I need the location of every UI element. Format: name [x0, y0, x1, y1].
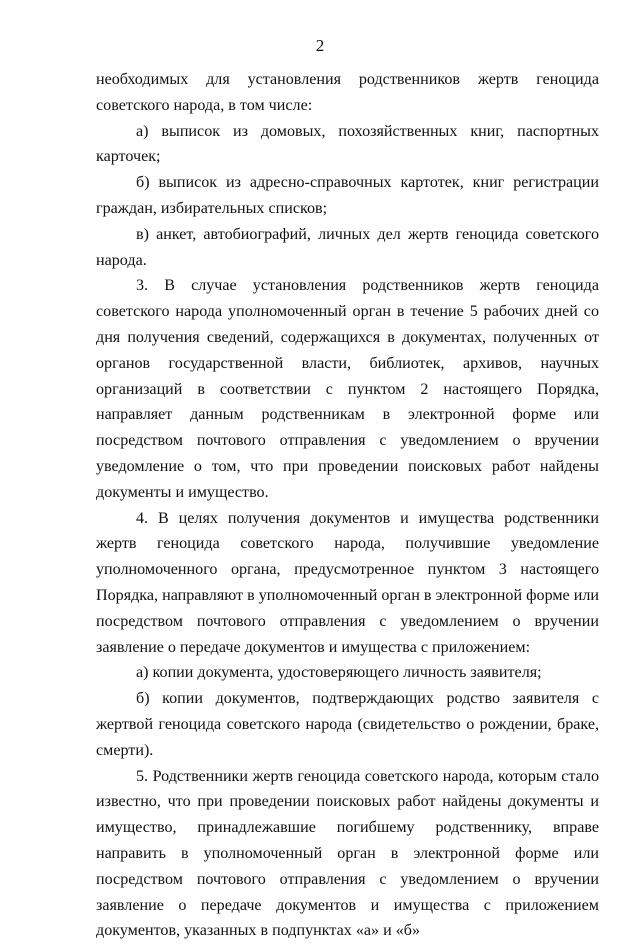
document-body — [96, 67, 599, 944]
clause-5: 5. Родственники жертв геноцида советского народа, которым стало известно, что при проведении поисковых работ найдены документы и имущество, принадлежавшие погибшему родственнику, вправе направить в уполномоченный орган в электронной форме или посредством почтового отправления с уведомлением о вручении заявление о передаче документов и имущества с приложением документов, указанных в подпунктах «а» и «б» — [96, 767, 599, 940]
paragraph-continuation: необходимых для установления родственников жертв геноцида советского народа, в том числе: — [96, 71, 599, 114]
page-number: 2 — [315, 36, 325, 55]
list-item-a: а) выписок из домовых, похозяйственных книг, паспортных карточек; — [96, 122, 599, 166]
clause-3: 3. В случае установления родственников жертв геноцида советского народа уполномоченный орган в течение 5 рабочих дней со дня получения сведений, содержащихся в документах, полученных от органов государственной власти, библиотек, архивов, научных организаций в соответствии с пунктом 2 настоящего Порядка, направляет данным родственникам в электронной форме или посредством почтового отправления с уведомлением о вручении уведомление о том, что при проведении поисковых работ найдены документы и имущество. — [96, 277, 599, 501]
list-item-v: в) анкет, автобиографий, личных дел жертв геноцида советского народа. — [96, 225, 599, 269]
clause-4-item-b: б) копии документов, подтверждающих родство заявителя с жертвой геноцида советского народа (свидетельство о рождении, браке, смерти). — [96, 690, 599, 759]
clause-4: 4. В целях получения документов и имущества родственники жертв геноцида советского народа, получившие уведомление уполномоченного органа, предусмотренное пунктом 3 настоящего Порядка, направляют в уполномоченный орган в электронной форме или посредством почтового отправления с уведомлением о вручении заявление о передаче документов и имущества с приложением: — [96, 509, 599, 656]
list-item-b: б) выписок из адресно-справочных картотек, книг регистрации граждан, избирательных списков; — [96, 174, 599, 217]
clause-4-item-a: а) копии документа, удостоверяющего личность заявителя; — [136, 664, 542, 682]
